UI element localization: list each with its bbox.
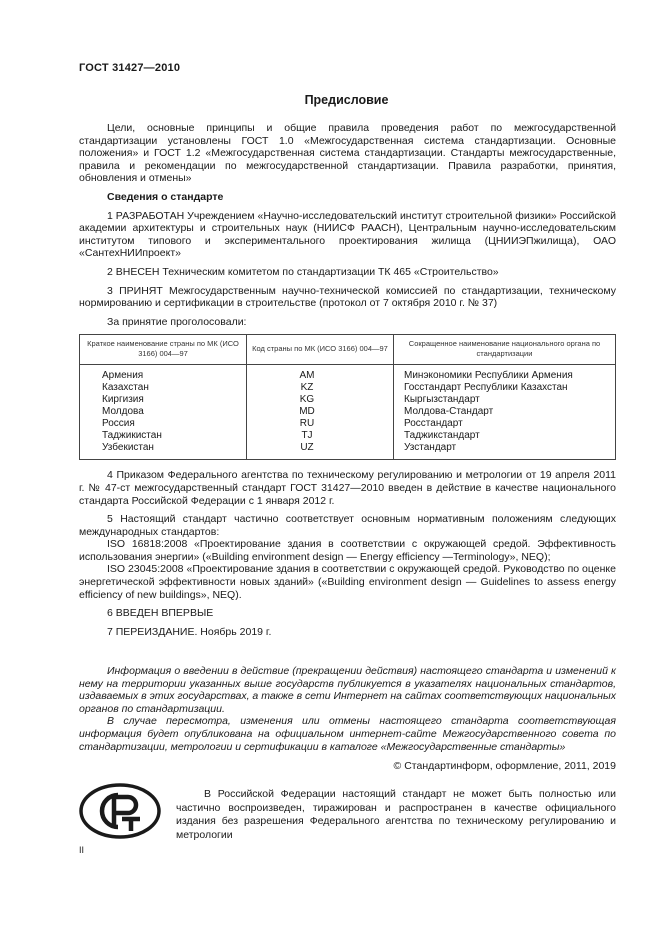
table-row bbox=[80, 406, 616, 418]
item-correspondence: 5 Настоящий стандарт частично соответствует основным нормативным положениям следующих международных стандартов: bbox=[79, 513, 616, 538]
doc-code-header: ГОСТ 31427—2010 bbox=[79, 62, 181, 74]
col-header-code: Код страны по МК (ИСО 3166) 004—97 bbox=[247, 335, 394, 365]
table-row bbox=[80, 365, 616, 383]
body-cell: Росстандарт bbox=[394, 418, 616, 430]
page-title: Предисловие bbox=[304, 93, 389, 107]
copyright-line: © Стандартинформ, оформление, 2011, 2019 bbox=[393, 760, 616, 772]
intro-paragraph: Цели, основные принципы и общие правила проведения работ по межгосударственной стандартизации установлены ГОСТ 1.0 «Межгосударственная система стандартизации. Основные положения» и ГОСТ 1.2 «Межгосударственная система стандартизации. Стандарты межгосударственные, правила и рекомендации по межгосударственной стандартизации. Правила разработки, принятия, обновления и отмены» bbox=[79, 122, 616, 185]
voted-label: За принятие проголосовали: bbox=[107, 315, 247, 328]
page-number: II bbox=[79, 845, 85, 855]
body-cell: Кыргызстандарт bbox=[394, 394, 616, 406]
body-cell: Госстандарт Республики Казахстан bbox=[394, 382, 616, 394]
code-cell: MD bbox=[247, 406, 394, 418]
publication-notice bbox=[79, 665, 616, 753]
table-row bbox=[80, 418, 616, 430]
col-header-country: Краткое наименование страны по МК (ИСО 3166) 004—97 bbox=[80, 335, 247, 365]
item-submitted: 2 ВНЕСЕН Техническим комитетом по стандартизации ТК 465 «Строительство» bbox=[107, 265, 499, 278]
notice-paragraph-2: В случае пересмотра, изменения или отмены настоящего стандарта соответствующая информация будет опубликована на официальном интернет-сайте Межгосударственного совета по стандартизации, метрологии и сертификации в каталоге «Межгосударственные стандарты» bbox=[79, 715, 616, 753]
code-cell: TJ bbox=[247, 430, 394, 442]
body-cell: Молдова-Стандарт bbox=[394, 406, 616, 418]
table-row bbox=[80, 394, 616, 406]
country-cell: Таджикистан bbox=[80, 430, 247, 442]
reproduction-notice bbox=[176, 788, 616, 842]
reproduction-paragraph: В Российской Федерации настоящий стандарт не может быть полностью или частично воспроизведен, тиражирован и распространен в качестве официального издания без разрешения Федерального агентства по техническому регулированию и метрологии bbox=[176, 788, 616, 841]
notice-paragraph-1: Информация о введении в действие (прекращении действия) настоящего стандарта и изменений к нему на территории указанных выше государств публикуется в указателях национальных стандартов, издаваемых в этих государствах, а также в сети Интернет на сайтах соответствующих национальных органов по стандартизации. bbox=[79, 665, 616, 715]
iso-reference-2: ISO 23045:2008 «Проектирование здания в соответствии с окружающей средой. Руководство по оценке энергетической эффективности новых зданий» («Building environment design — Guidelines to assess energy efficiency of new buildings», NEQ). bbox=[79, 563, 616, 601]
body-cell: Узстандарт bbox=[394, 442, 616, 460]
preface-body bbox=[79, 122, 616, 638]
item-developed: 1 РАЗРАБОТАН Учреждением «Научно-исследовательский институт строительной физики» Российской академии архитектуры и строительных наук (НИИСФ РААСН), Центральным научно-исследовательским институтом типового и экспериментального проектирования жилища (ЦНИИЭПжилища), ОАО «СантехНИИпроект» bbox=[79, 209, 616, 260]
country-cell: Армения bbox=[80, 365, 247, 383]
item-introduced: 6 ВВЕДЕН ВПЕРВЫЕ bbox=[107, 607, 214, 620]
item-reissue: 7 ПЕРЕИЗДАНИЕ. Ноябрь 2019 г. bbox=[107, 625, 272, 638]
code-cell: RU bbox=[247, 418, 394, 430]
table-row bbox=[80, 430, 616, 442]
code-cell: UZ bbox=[247, 442, 394, 460]
country-cell: Киргизия bbox=[80, 394, 247, 406]
body-cell: Таджикстандарт bbox=[394, 430, 616, 442]
item-enacted: 4 Приказом Федерального агентства по техническому регулированию и метрологии от 19 апреля 2011 г. № 47-ст межгосударственный стандарт ГОСТ 31427—2010 введен в действие в качестве национального стандарта Российской Федерации с 1 января 2012 г. bbox=[79, 469, 616, 507]
standard-info-heading: Сведения о стандарте bbox=[107, 190, 224, 203]
item-adopted: 3 ПРИНЯТ Межгосударственным научно-технической комиссией по стандартизации, техническому нормированию и сертификации в строительстве (протокол от 7 октября 2010 г. № 37) bbox=[79, 284, 616, 310]
country-cell: Казахстан bbox=[80, 382, 247, 394]
country-cell: Узбекистан bbox=[80, 442, 247, 460]
code-cell: AM bbox=[247, 365, 394, 383]
vote-table bbox=[79, 334, 616, 460]
table-row bbox=[80, 382, 616, 394]
rst-emblem-icon bbox=[78, 782, 162, 840]
code-cell: KZ bbox=[247, 382, 394, 394]
body-cell: Минэкономики Республики Армения bbox=[394, 365, 616, 383]
country-cell: Молдова bbox=[80, 406, 247, 418]
code-cell: KG bbox=[247, 394, 394, 406]
col-header-body: Сокращенное наименование национального органа по стандартизации bbox=[394, 335, 616, 365]
iso-reference-1: ISO 16818:2008 «Проектирование здания в соответствии с окружающей средой. Эффективность использования энергии» («Building environment design — Energy efficiency —Terminology», NEQ); bbox=[79, 538, 616, 563]
country-cell: Россия bbox=[80, 418, 247, 430]
vote-table-header-row bbox=[80, 335, 616, 365]
table-row bbox=[80, 442, 616, 460]
